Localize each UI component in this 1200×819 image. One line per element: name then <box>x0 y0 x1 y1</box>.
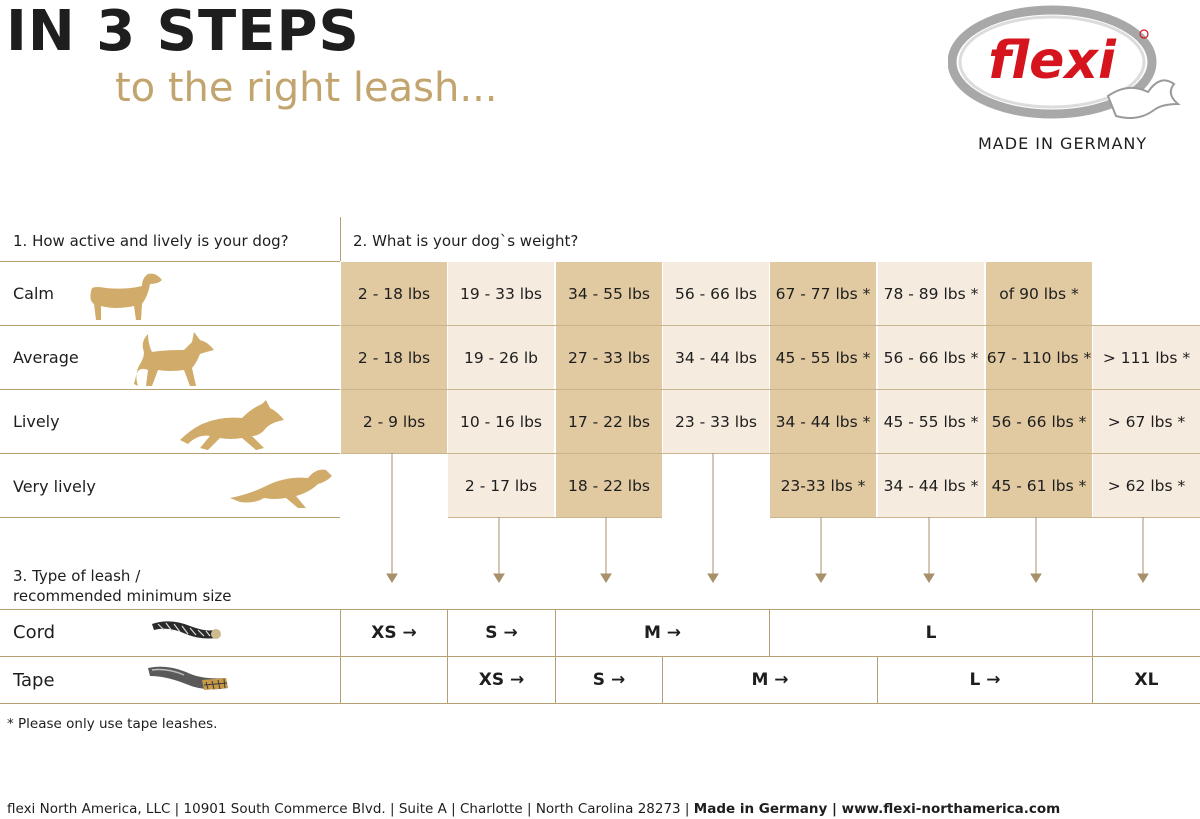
weight-cell: 45 - 55 lbs * <box>878 390 984 453</box>
weight-cell: 10 - 16 lbs <box>448 390 554 453</box>
page-subtitle: to the right leash... <box>115 65 498 111</box>
tape-leash-icon <box>146 662 230 694</box>
down-arrow-icon <box>1031 574 1041 582</box>
weight-cell: 34 - 44 lbs * <box>878 454 984 517</box>
weight-cell: 34 - 44 lbs <box>663 326 769 389</box>
cord-size-xs: XS → <box>371 623 417 643</box>
weight-cell: 17 - 22 lbs <box>556 390 662 453</box>
cord-size-s: S → <box>485 623 518 643</box>
step3-heading-line1: 3. Type of leash / <box>13 567 141 585</box>
footnote: * Please only use tape leashes. <box>7 716 218 732</box>
weight-cell: 2 - 9 lbs <box>341 390 447 453</box>
weight-cell: 56 - 66 lbs <box>663 262 769 325</box>
step2-heading: 2. What is your dog`s weight? <box>353 232 579 250</box>
weight-cell: 2 - 17 lbs <box>448 454 554 517</box>
cord-size-l: L <box>925 623 937 643</box>
table-line <box>1092 609 1093 656</box>
weight-cell: > 67 lbs * <box>1093 390 1200 453</box>
weight-cell: 67 - 110 lbs * <box>986 326 1092 389</box>
activity-very-lively-label: Very lively <box>13 477 96 496</box>
weight-cell: 67 - 77 lbs * <box>770 262 876 325</box>
down-arrow-icon <box>924 574 934 582</box>
down-arrow-icon <box>816 574 826 582</box>
down-arrow-icon <box>387 574 397 582</box>
made-in-germany: MADE IN GERMANY <box>978 134 1148 153</box>
page-title: IN 3 STEPS <box>6 0 360 64</box>
tape-size-xs: XS → <box>478 670 525 690</box>
tape-size-l: L → <box>969 670 1001 690</box>
weight-cell: > 111 lbs * <box>1093 326 1200 389</box>
step3-heading <box>13 566 232 606</box>
footer-made-in: Made in Germany | www.flexi-northamerica.com <box>693 801 1061 817</box>
weight-cell: 23-33 lbs * <box>770 454 876 517</box>
weight-cell: 2 - 18 lbs <box>341 262 447 325</box>
tape-size-m: M → <box>751 670 789 690</box>
footer-address: flexi North America, LLC | 10901 South Commerce Blvd. | Suite A | Charlotte | North Carolina 28273 | <box>7 801 694 817</box>
weight-cell: 45 - 61 lbs * <box>986 454 1092 517</box>
weight-cell: 19 - 33 lbs <box>448 262 554 325</box>
weight-cell: > 62 lbs * <box>1093 454 1200 517</box>
weight-cell: 34 - 55 lbs <box>556 262 662 325</box>
down-arrow-icon <box>708 574 718 582</box>
tape-size-xl: XL <box>1134 670 1159 690</box>
weight-cell: 56 - 66 lbs * <box>986 390 1092 453</box>
weight-cell: 2 - 18 lbs <box>341 326 447 389</box>
weight-cell: 19 - 26 lb <box>448 326 554 389</box>
activity-average-label: Average <box>13 348 79 367</box>
step3-heading-line2: recommended minimum size <box>13 587 232 605</box>
activity-calm-label: Calm <box>13 284 55 303</box>
table-line <box>0 703 1200 704</box>
tape-label: Tape <box>13 670 55 691</box>
footer <box>7 801 1060 817</box>
cord-label: Cord <box>13 622 56 643</box>
weight-cell: 34 - 44 lbs * <box>770 390 876 453</box>
activity-lively-label: Lively <box>13 412 60 431</box>
weight-cell: 45 - 55 lbs * <box>770 326 876 389</box>
down-arrow-icon <box>601 574 611 582</box>
down-arrow-icon <box>1138 574 1148 582</box>
weight-cell: 23 - 33 lbs <box>663 390 769 453</box>
weight-cell: of 90 lbs * <box>986 262 1092 325</box>
weight-cell: 27 - 33 lbs <box>556 326 662 389</box>
weight-cell: 18 - 22 lbs <box>556 454 662 517</box>
down-arrow-icon <box>494 574 504 582</box>
brand-name: flexi <box>988 31 1116 91</box>
cord-size-m: M → <box>643 623 682 643</box>
weight-cell: 78 - 89 lbs * <box>878 262 984 325</box>
tape-size-s: S → <box>592 670 626 690</box>
cord-leash-icon <box>150 616 222 642</box>
step1-heading: 1. How active and lively is your dog? <box>13 232 289 250</box>
weight-cell: 56 - 66 lbs * <box>878 326 984 389</box>
